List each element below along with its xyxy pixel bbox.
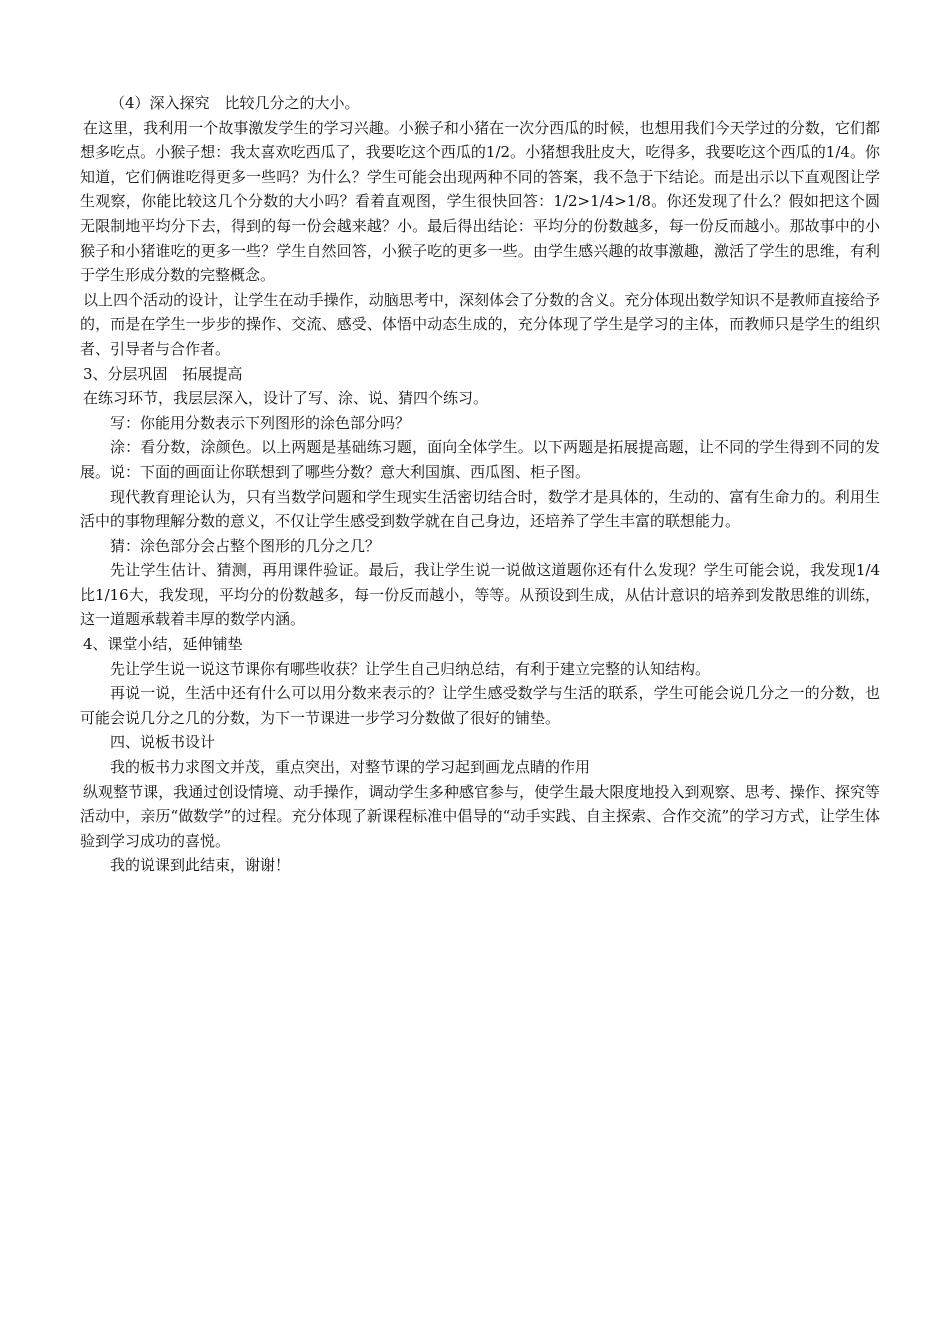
- document-page: [80, 91, 880, 878]
- paragraph-overview: 纵观整节课，我通过创设情境、动手操作，调动学生多种感官参与，使学生最大限度地投入到观察、思考、操作、探究等活动中，亲历“做数学”的过程。充分体现了新课程标准中倡导的“动手实践、自主探索、合作交流”的学习方式，让学生体验到学习成功的喜悦。: [80, 782, 880, 850]
- paragraph-life-connection: 再说一说，生活中还有什么可以用分数来表示的？让学生感受数学与生活的联系，学生可能会说几分之一的分数，也可能会说几分之几的分数，为下一节课进一步学习分数做了很好的铺垫。: [80, 684, 880, 727]
- section-heading-board-design: 四、说板书设计: [110, 733, 216, 752]
- paragraph-activities-summary: 以上四个活动的设计，让学生在动手操作，动脑思考中，深刻体会了分数的含义。充分体现出数学知识不是教师直接给予的，而是在学生一步步的操作、交流、感受、体悟中动态生成的，充分体现了学生是学习的主体，而教师只是学生的组织者、引导者与合作者。: [80, 290, 880, 358]
- paragraph-board-design: 我的板书力求图文并茂，重点突出，对整节课的学习起到画龙点睛的作用: [110, 758, 591, 777]
- paragraph-closing: 我的说课到此结束，谢谢！: [110, 856, 291, 875]
- paragraph-practice-intro: 在练习环节，我层层深入，设计了写、涂、说、猜四个练习。: [83, 389, 489, 408]
- section-heading-practice: 3、分层巩固 拓展提高: [83, 364, 243, 383]
- paragraph-guess-detail: 先让学生估计、猜测，再用课件验证。最后，我让学生说一说做这道题你还有什么发现？学生可能会说，我发现1/4比1/16大，我发现，平均分的份数越多，每一份反而越小，等等。从预设到生成，从估计意识的培养到发散思维的训练，这一道题承载着丰厚的数学内涵。: [80, 561, 880, 629]
- paragraph-guess: 猜：涂色部分会占整个图形的几分之几？: [110, 536, 381, 555]
- paragraph-write: 写：你能用分数表示下列图形的涂色部分吗？: [110, 413, 411, 432]
- paragraph-story: 在这里，我利用一个故事激发学生的学习兴趣。小猴子和小猪在一次分西瓜的时候，也想用我们今天学过的分数，它们都想多吃点。小猴子想：我太喜欢吃西瓜了，我要吃这个西瓜的1/2。小猪想我肚皮大，吃得多，我要吃这个西瓜的1/4。你知道，它们俩谁吃得更多一些吗？为什么？学生可能会出现两种不同的答案，我不急于下结论。而是出示以下直观图让学生观察，你能比较这几个分数的大小吗？看着直观图，学生很快回答：1/2>1/4>1/8。你还发现了什么？假如把这个圆无限制地平均分下去，得到的每一份会越来越？小。最后得出结论：平均分的份数越多，每一份反而越小。那故事中的小猴子和小猪谁吃的更多一些？学生自然回答，小猴子吃的更多一些。由学生感兴趣的故事激趣，激活了学生的思维，有利于学生形成分数的完整概念。: [80, 118, 880, 285]
- paragraph-harvest: 先让学生说一说这节课你有哪些收获？让学生自己归纳总结，有利于建立完整的认知结构。: [110, 659, 711, 678]
- paragraph-color-and-say: 涂：看分数，涂颜色。以上两题是基础练习题，面向全体学生。以下两题是拓展提高题，让不同的学生得到不同的发展。说：下面的画面让你联想到了哪些分数？意大利国旗、西瓜图、柜子图。: [80, 438, 880, 481]
- section-heading-explore: （4）深入探究 比较几分之的大小。: [110, 94, 360, 112]
- paragraph-theory: 现代教育理论认为，只有当数学问题和学生现实生活密切结合时，数学才是具体的，生动的、富有生命力的。利用生活中的事物理解分数的意义，不仅让学生感受到数学就在自己身边，还培养了学生丰富的联想能力。: [80, 487, 880, 531]
- section-heading-summary: 4、课堂小结，延伸铺垫: [83, 635, 243, 654]
